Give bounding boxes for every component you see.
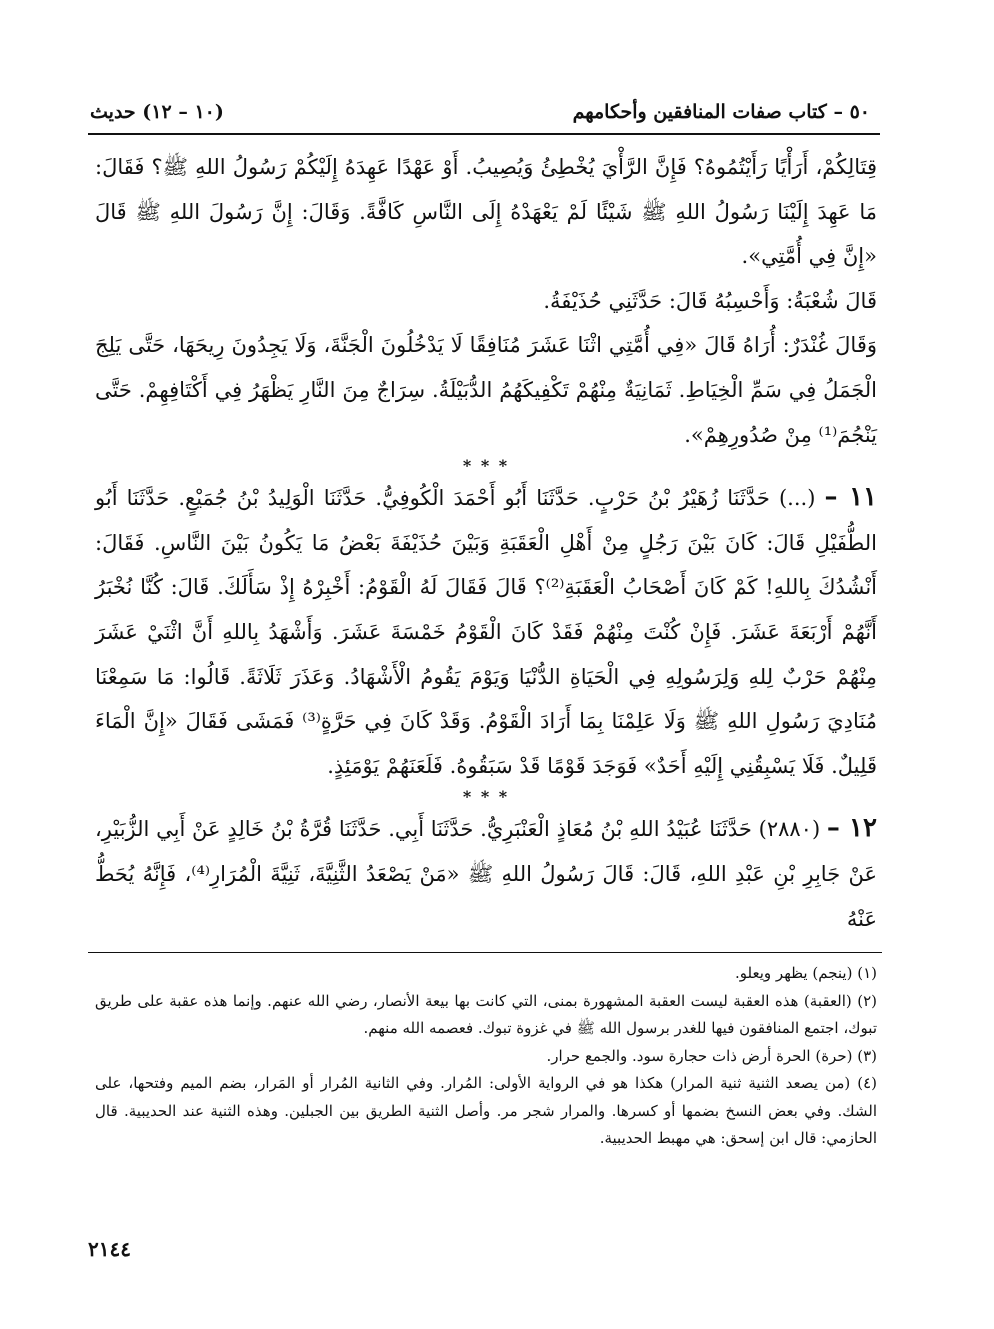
- paragraph: قِتَالِكُمْ، أَرَأْيًا رَأَيْتُمُوهُ؟ فَإِنَّ الرَّأْيَ يُخْطِئُ وَيُصِيبُ. أَوْ عَهْدًا عَهِدَهُ إِلَيْكُمْ رَسُولُ اللهِ ﷺ؟ فَقَالَ: مَا عَهِدَ إِلَيْنَا رَسُولُ اللهِ ﷺ شَيْئًا لَمْ يَعْهَدْهُ إِلَى النَّاسِ كَافَّةً. وَقَالَ: إِنَّ رَسُولَ اللهِ ﷺ قَالَ «إِنَّ فِي أُمَّتِي».: [95, 155, 877, 269]
- hadith-number: ١٢ –: [826, 813, 877, 844]
- hadith-12: [95, 806, 877, 941]
- hadith-text: (٢٨٨٠) حَدَّثَنَا عُبَيْدُ اللهِ بْنُ مُعَاذٍ الْعَنْبَرِيُّ. حَدَّثَنَا أَبِي. حَدَّثَنَا قُرَّةُ بْنُ خَالِدٍ عَنْ أَبِي الزُّبَيْرِ، عَنْ جَابِرِ بْنِ عَبْدِ اللهِ، قَالَ: قَالَ رَسُولُ اللهِ ﷺ «مَنْ يَصْعَدُ الثَّنِيَّةَ، ثَنِيَّةَ الْمُرَارِ⁽⁴⁾، فَإِنَّهُ يُحَطُّ عَنْهُ: [95, 817, 877, 931]
- paragraph: قَالَ شُعْبَةُ: وَأَحْسِبُهُ قَالَ: حَدَّثَنِي حُذَيْفَةُ.: [543, 288, 877, 313]
- paragraph: وَقَالَ غُنْدَرٌ: أُرَاهُ قَالَ «فِي أُمَّتِي اثْنَا عَشَرَ مُنَافِقًا لَا يَدْخُلُونَ الْجَنَّةَ، وَلَا يَجِدُونَ رِيحَهَا، حَتَّى يَلِجَ الْجَمَلُ فِي سَمِّ الْخِيَاطِ. ثَمَانِيَةٌ مِنْهُمْ تَكْفِيكَهُمُ الدُّبَيْلَةُ. سِرَاجٌ مِنَ النَّارِ يَظْهَرُ فِي أَكْتَافِهِمْ. حَتَّى يَنْجُمَ⁽¹⁾ مِنْ صُدُورِهِمْ».: [95, 333, 877, 447]
- footnote: (٣) (حرة) الحرة أرض ذات حجارة سود. والجمع حرار.: [546, 1046, 877, 1065]
- section-separator: * * *: [462, 456, 510, 476]
- footnotes: [95, 960, 877, 1153]
- hadith-11: [95, 475, 877, 788]
- section-separator: * * *: [462, 787, 510, 807]
- footnote: (١) (ينجم) يظهر ويعلو.: [735, 964, 877, 982]
- footnote: (٢) (العقبة) هذه العقبة ليست العقبة المشهورة بمنى، التي كانت بها بيعة الأنصار، رضي الله عنهم. وإنما هذه عقبة على طريق تبوك، اجتمع المنافقون فيها للغدر برسول الله ﷺ في غزوة تبوك. فعصمه الله منهم.: [95, 991, 877, 1037]
- book-title: ٥٠ – كتاب صفات المنافقين وأحكامهم: [572, 101, 870, 123]
- page-number: ٢١٤٤: [88, 1237, 131, 1261]
- hadith-range: (١٠ – ١٢) حديث: [90, 101, 224, 123]
- hadith-number: ١١ –: [824, 482, 877, 513]
- main-text: [95, 145, 877, 941]
- footnote-rule: [88, 952, 882, 953]
- page-header: [90, 92, 870, 132]
- header-rule: [88, 133, 880, 135]
- footnote: (٤) (من يصعد الثنية ثنية المرار) هكذا هو في الرواية الأولى: المُرار. وفي الثانية المُرار أو المَرار، بضم الميم وفتحها، على الشك. وفي بعض النسخ بضمها أو كسرها. والمرار شجر مر. وأصل الثنية الطريق بين الجبلين. وهذه الثنية عند الحديبية. قال الحازمي: قال ابن إسحق: هي مهبط الحديبية.: [95, 1074, 877, 1147]
- hadith-text: (...) حَدَّثَنَا زُهَيْرُ بْنُ حَرْبٍ. حَدَّثَنَا أَبُو أَحْمَدَ الْكُوفِيُّ. حَدَّثَنَا الْوَلِيدُ بْنُ جُمَيْعٍ. حَدَّثَنَا أَبُو الطُّفَيْلِ قَالَ: كَانَ بَيْنَ رَجُلٍ مِنْ أَهْلِ الْعَقَبَةِ وَبَيْنَ حُذَيْفَةَ بَعْضُ مَا يَكُونُ بَيْنَ النَّاسِ. فَقَالَ: أَنْشُدُكَ بِاللهِ! كَمْ كَانَ أَصْحَابُ الْعَقَبَةِ⁽²⁾؟ قَالَ فَقَالَ لَهُ الْقَوْمُ: أَخْبِرْهُ إِذْ سَأَلَكَ. قَالَ: كُنَّا نُخْبَرُ أَنَّهُمْ أَرْبَعَةَ عَشَرَ. فَإِنْ كُنْتَ مِنْهُمْ فَقَدْ كَانَ الْقَوْمُ خَمْسَةَ عَشَرَ. وَأَشْهَدُ بِاللهِ أَنَّ اثْنَيْ عَشَرَ مِنْهُمْ حَرْبٌ لِلهِ وَلِرَسُولِهِ فِي الْحَيَاةِ الدُّنْيَا وَيَوْمَ يَقُومُ الْأَشْهَادُ. وَعَذَرَ ثَلَاثَةً. قَالُوا: مَا سَمِعْنَا مُنَادِيَ رَسُولِ اللهِ ﷺ وَلَا عَلِمْنَا بِمَا أَرَادَ الْقَوْمُ. وَقَدْ كَانَ فِي حَرَّةٍ⁽³⁾ فَمَشَى فَقَالَ «إِنَّ الْمَاءَ قَلِيلٌ. فَلَا يَسْبِقُنِي إِلَيْهِ أَحَدٌ» فَوَجَدَ قَوْمًا قَدْ سَبَقُوهُ. فَلَعَنَهُمْ يَوْمَئِذٍ.: [95, 486, 878, 778]
